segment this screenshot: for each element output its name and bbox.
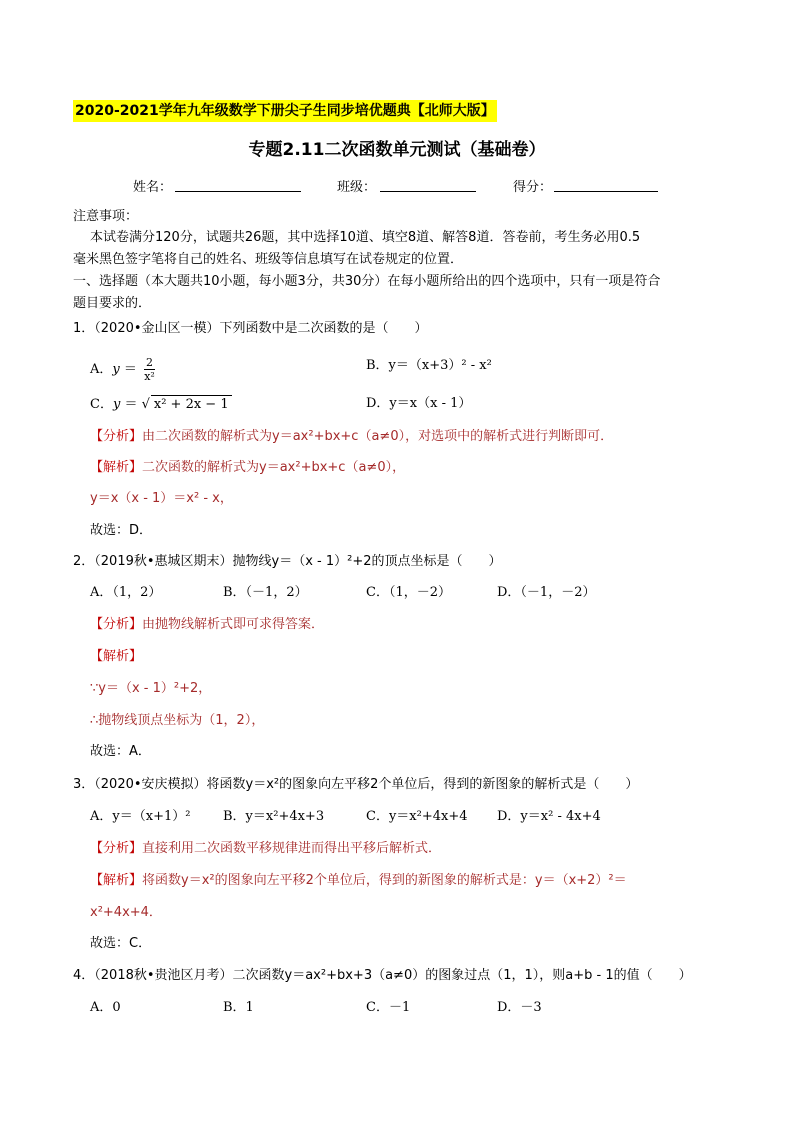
option-d: D．－3 (497, 1000, 542, 1015)
option-c: C．y＝x²+4x+4 (366, 809, 468, 824)
option-c: C．－1 (366, 1000, 411, 1015)
option-a: A．y ＝ $\frac{2}{\text{x²}}$ (90, 356, 155, 383)
name-field-line[interactable] (175, 191, 301, 192)
option-label: A． (90, 362, 113, 377)
option-a: A．0 (90, 1000, 121, 1015)
solution-tag: 【解析】 (90, 460, 143, 475)
option-c: C．（1，－2） (366, 585, 451, 600)
solution (90, 459, 405, 477)
name-label: 姓名： (133, 180, 173, 195)
fraction-numerator: 2 (146, 356, 154, 369)
analysis-text: 由抛物线解析式即可求得答案． (142, 617, 325, 632)
class-field-line[interactable] (380, 191, 476, 192)
analysis (90, 616, 324, 634)
notes-line: 毫米黑色签字笔将自己的姓名、班级等信息填写在试卷规定的位置． (73, 252, 464, 267)
option-c: C．y ＝ √ x² + 2x − 1 (90, 395, 232, 414)
option-d: D．（－1，－2） (497, 585, 596, 600)
answer: 故选：A． (90, 744, 151, 759)
section-heading: 一、选择题（本大题共10小题，每小题3分，共30分）在每小题所给出的四个选项中，只有一项是符合 (73, 274, 661, 289)
analysis-text: 直接利用二次函数平移规律进而得出平移后解析式． (142, 841, 442, 856)
page-title: 专题2.11二次函数单元测试（基础卷） (248, 140, 546, 160)
solution-work: x²+4x+4． (90, 905, 162, 920)
class-label: 班级： (337, 180, 377, 195)
solution-text: 将函数y＝x²的图象向左平移2个单位后，得到的新图象的解析式是：y＝（x+2）²＝ (142, 873, 627, 888)
score-label: 得分： (513, 180, 553, 195)
option-b: B．1 (223, 1000, 254, 1015)
option-a: A．（1，2） (90, 585, 162, 600)
section-heading: 题目要求的． (73, 296, 152, 311)
analysis (90, 840, 441, 858)
question-stem: 3．（2020•安庆模拟）将函数y＝x²的图象向左平移2个单位后，得到的新图象的解析式是（ ） (73, 777, 639, 792)
option-d: D．y＝x² - 4x+4 (497, 809, 601, 824)
option-b: B．y＝x²+4x+3 (223, 809, 325, 824)
option-b: B．y＝（x+3）² - x² (366, 358, 492, 373)
solution-work: ∴抛物线顶点坐标为（1，2）， (90, 713, 265, 728)
answer: 故选：C． (90, 936, 152, 951)
analysis-tag: 【分析】 (90, 429, 143, 444)
question-stem: 1．（2020•金山区一模）下列函数中是二次函数的是（ ） (73, 321, 428, 336)
question-stem: 4．（2018秋•贵池区月考）二次函数y＝ax²+bx+3（a≠0）的图象过点（1，1），则a+b - 1的值（ ） (73, 968, 692, 983)
fraction-denominator: x² (144, 370, 155, 383)
option-b: B．（－1，2） (223, 585, 308, 600)
sqrt-expression: x² + 2x − 1 (151, 395, 232, 414)
series-banner: 2020-2021学年九年级数学下册尖子生同步培优题典【北师大版】 (73, 100, 497, 122)
analysis-tag: 【分析】 (90, 617, 143, 632)
option-d: D．y＝x（x - 1） (366, 396, 472, 411)
solution-text: 二次函数的解析式为y＝ax²+bx+c（a≠0）， (142, 460, 406, 475)
answer: 故选：D． (90, 523, 153, 538)
question-stem: 2．（2019秋•惠城区期末）抛物线y＝（x - 1）²+2的顶点坐标是（ ） (73, 554, 502, 569)
solution-tag: 【解析】 (90, 873, 143, 888)
analysis-text: 由二次函数的解析式为y＝ax²+bx+c（a≠0），对选项中的解析式进行判断即可． (142, 429, 614, 444)
solution-tag: 【解析】 (90, 649, 143, 664)
option-a: A．y＝（x+1）² (90, 809, 191, 824)
fraction (144, 356, 155, 383)
score-field-line[interactable] (554, 191, 658, 192)
analysis-tag: 【分析】 (90, 841, 143, 856)
analysis (90, 428, 613, 446)
solution-work: ∵y＝（x - 1）²+2， (90, 681, 212, 696)
solution (90, 872, 627, 890)
option-label: C． (90, 397, 113, 412)
notes-line: 本试卷满分120分，试题共26题，其中选择10道、填空8道、解答8道．答卷前，考生务必用0.5 (90, 230, 641, 245)
notes-heading: 注意事项： (73, 209, 139, 224)
solution-work: y＝x（x - 1）＝x² - x， (90, 491, 233, 506)
